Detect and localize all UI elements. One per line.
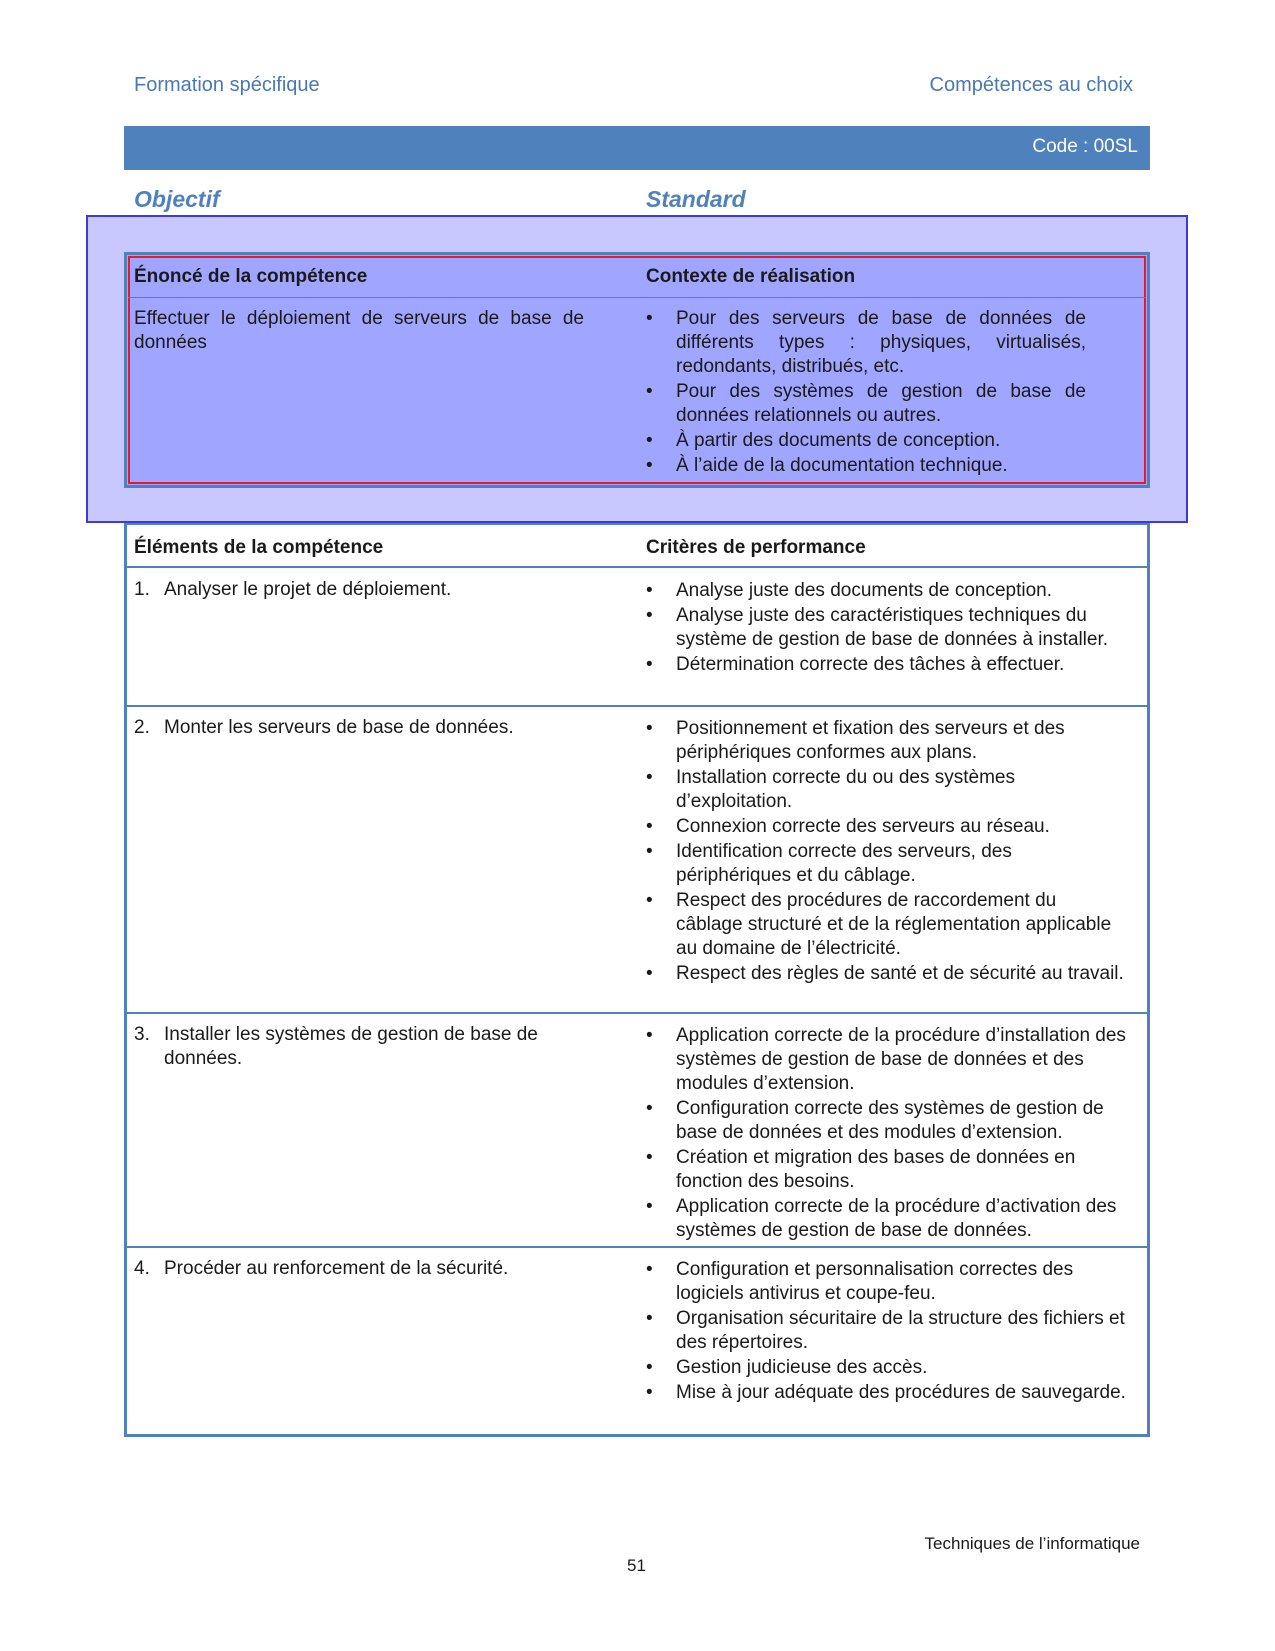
elements-heading: Éléments de la compétence <box>134 537 384 558</box>
row-divider <box>124 1012 1150 1014</box>
element-text: Procéder au renforcement de la sécurité. <box>164 1258 509 1279</box>
criteria-list-2 <box>646 717 1126 987</box>
criterion-item: • Respect des procédures de raccordement du câblage structuré et de la réglementation applicable au domaine de l’électricité. <box>646 889 1126 961</box>
element-row-3 <box>134 1023 594 1071</box>
criterion-item: • Mise à jour adéquate des procédures de sauvegarde. <box>646 1381 1126 1405</box>
enonce-heading: Énoncé de la compétence <box>134 266 368 287</box>
element-number: 3. <box>134 1024 150 1045</box>
enonce-header-divider <box>128 297 1146 298</box>
enonce-text: Effectuer le déploiement de serveurs de base de données <box>134 308 584 353</box>
element-number: 2. <box>134 717 150 738</box>
competence-code: Code : 00SL <box>1032 136 1138 157</box>
criterion-item: • Organisation sécuritaire de la structure des fichiers et des répertoires. <box>646 1307 1126 1355</box>
header-competence-type: Compétences au choix <box>929 74 1133 96</box>
criterion-item: • Installation correcte du ou des systèmes d’exploitation. <box>646 766 1126 814</box>
criterion-item: • Identification correcte des serveurs, des périphériques et du câblage. <box>646 840 1126 888</box>
standard-heading: Standard <box>646 186 746 212</box>
criterion-item: • Analyse juste des caractéristiques techniques du système de gestion de base de données à installer. <box>646 604 1126 652</box>
row-divider <box>124 705 1150 707</box>
page-number: 51 <box>627 1556 646 1575</box>
element-text: Analyser le projet de déploiement. <box>164 579 452 600</box>
criterion-item: • Gestion judicieuse des accès. <box>646 1356 1126 1380</box>
criterion-item: • Création et migration des bases de données en fonction des besoins. <box>646 1146 1126 1194</box>
criterion-item: • Connexion correcte des serveurs au réseau. <box>646 815 1126 839</box>
criterion-item: • Détermination correcte des tâches à effectuer. <box>646 653 1126 677</box>
contexte-item: • Pour des serveurs de base de données de différents types : physiques, virtualisés, redondants, distribués, etc. <box>646 307 1086 379</box>
element-number: 1. <box>134 579 150 600</box>
contexte-item: • À l’aide de la documentation technique. <box>646 454 1086 478</box>
criterion-item: • Application correcte de la procédure d’activation des systèmes de gestion de base de données. <box>646 1195 1126 1243</box>
contexte-item: • À partir des documents de conception. <box>646 429 1086 453</box>
criterion-item: • Analyse juste des documents de conception. <box>646 579 1126 603</box>
criterion-item: • Configuration correcte des systèmes de gestion de base de données et des modules d’extension. <box>646 1097 1126 1145</box>
footer-program: Techniques de l’informatique <box>924 1534 1140 1553</box>
element-row-1 <box>134 578 594 602</box>
criteres-heading: Critères de performance <box>646 537 866 558</box>
criteria-list-3 <box>646 1024 1126 1244</box>
elements-header-divider <box>124 566 1150 568</box>
criteria-list-1 <box>646 579 1126 678</box>
contexte-heading: Contexte de réalisation <box>646 266 856 287</box>
criteria-list-4 <box>646 1258 1126 1406</box>
element-text: Installer les systèmes de gestion de base de données. <box>164 1024 538 1069</box>
element-row-2 <box>134 716 594 740</box>
header-program-section: Formation spécifique <box>134 74 320 96</box>
row-divider <box>124 1246 1150 1248</box>
criterion-item: • Respect des règles de santé et de sécurité au travail. <box>646 962 1126 986</box>
element-text: Monter les serveurs de base de données. <box>164 717 514 738</box>
criterion-item: • Configuration et personnalisation correctes des logiciels antivirus et coupe-feu. <box>646 1258 1126 1306</box>
element-row-4 <box>134 1257 594 1281</box>
contexte-list <box>646 307 1086 479</box>
contexte-item: • Pour des systèmes de gestion de base de données relationnels ou autres. <box>646 380 1086 428</box>
criterion-item: • Positionnement et fixation des serveurs et des périphériques conformes aux plans. <box>646 717 1126 765</box>
code-band <box>124 126 1150 170</box>
objectif-heading: Objectif <box>134 186 220 212</box>
criterion-item: • Application correcte de la procédure d’installation des systèmes de gestion de base de données et des modules d’extension. <box>646 1024 1126 1096</box>
element-number: 4. <box>134 1258 150 1279</box>
